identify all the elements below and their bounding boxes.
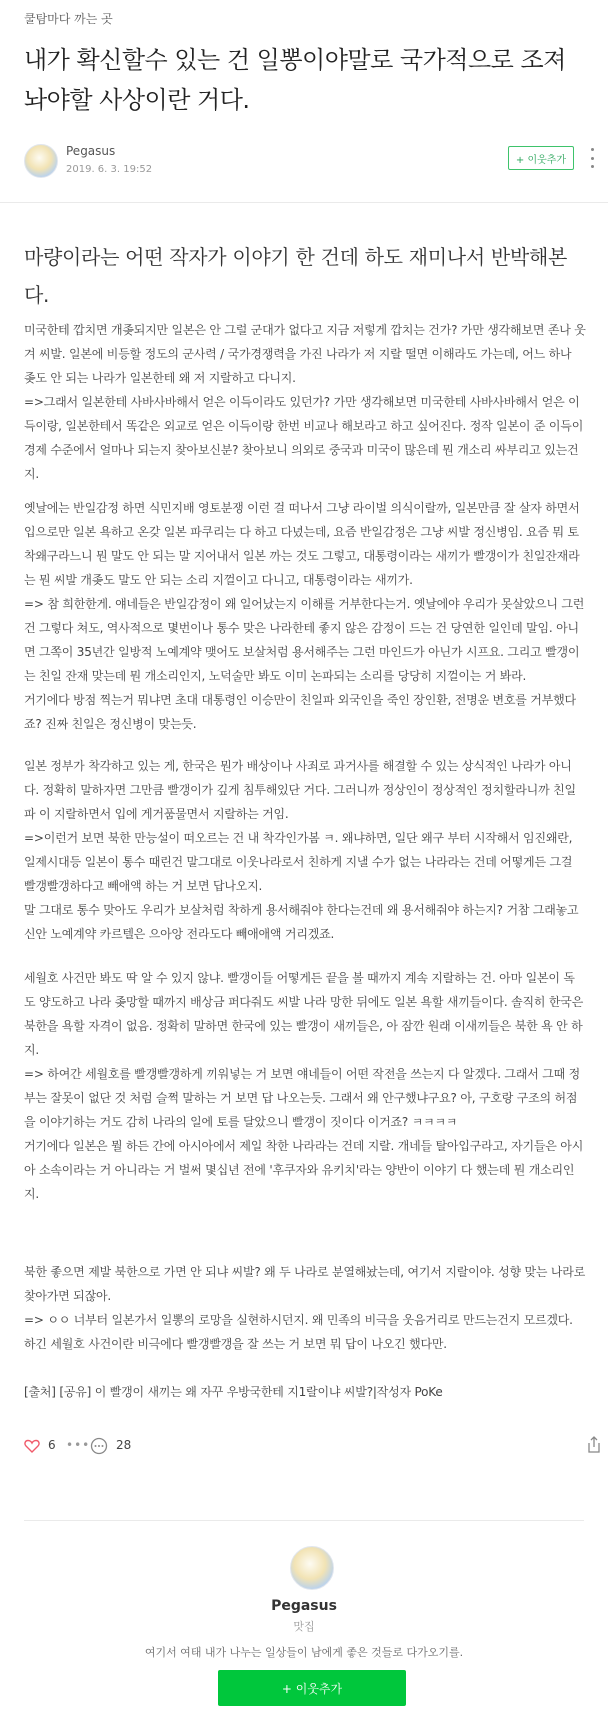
profile-follow-button[interactable]: + 이웃추가	[218, 1670, 406, 1706]
post-paragraph-2: 옛날에는 반일감정 하면 식민지배 영토분쟁 이런 걸 떠나서 그냥 라이벌 의식이랄까, 일본만큼 잘 살자 하면서 입으로만 일본 욕하고 온갖 일본 파쿠리는 다 하고 다녔는데, 요즘 반일감정은 그냥 씨발 정신병임. 요즘 뭐 토착왜구라느니 뭔 말도 안 되는 말 지어내서 일본 까는 것도 그렇고, 대통령이라는 새끼가 빨갱이가 친일잔재라는 뭔 씨발 개좆도 말도 안 되는 소리 지껄이고 다니고, 대통령이라는 새끼가. => 참 희한한게. 얘네들은 반일감정이 왜 일어났는지 이해를 거부한다는거. 옛날에야 우리가 못살았으니 그런 건 그렇다 쳐도, 역사적으로 몇번이나 통수 맞은 나라한테 좋지 않은 감정이 드는 건 당연한 일인데 말임. 아니면 그쪽이 35년간 일방적 노예계약 맺어도 보살처럼 용서해주는 그런 마인드가 아닌가 시프요. 그리고 빨갱이는 친일 잔재 맞는데 뭔 개소리인지, 노덕술만 봐도 이미 논파되는 소리를 당당히 지껄이는 거 봐라. 거기에다 방점 찍는거 뭐냐면 초대 대통령인 이승만이 친일파 외국인을 죽인 장인환, 전명운 변호를 거부했다죠? 진짜 친일은 정신병이 맞는듯.	[24, 501, 585, 731]
post-footer	[24, 1432, 592, 1462]
profile-name[interactable]: Pegasus	[271, 1598, 337, 1614]
post-paragraph-1: 미국한테 깝치면 개좆되지만 일본은 안 그럴 군대가 없다고 지금 저렇게 깝치는 건가? 가만 생각해보면 존나 웃겨 씨발. 일본에 비등할 정도의 군사력 / 국가경쟁력을 가진 나라가 저 지랄 떨면 이해라도 가는데, 어느 하나 좆도 안 되는 나라가 일본한테 왜 저 지랄하고 다니지. =>그래서 일본한테 사바사바해서 얻은 이득이라도 있던가? 가만 생각해보면 미국한테 사바사바해서 얻은 이득이랑, 일본한테서 똑같은 외교로 얻은 이득이랑 한번 비교나 해보라고 하고 싶어진다. 정작 일본이 준 이득이 경제 수준에서 얼마나 되는지 찾아보신분? 찾아보니 의외로 중국과 미국이 많은데 뭔 개소리 싸부리고 있는건지.	[24, 323, 586, 481]
like-more-icon[interactable]: •••	[66, 1438, 91, 1452]
header-divider	[0, 202, 608, 203]
profile-description: 여기서 여태 내가 나누는 일상들이 남에게 좋은 것들로 다가오기를.	[144, 1646, 464, 1659]
author-row	[24, 140, 592, 184]
comment-count: 28	[116, 1438, 132, 1452]
share-icon[interactable]	[586, 1436, 602, 1454]
post-title: 내가 확신할수 있는 건 일뽕이야말로 국가적으로 조져놔야할 사상이란 거다.	[24, 46, 566, 114]
profile-avatar[interactable]	[290, 1546, 334, 1590]
post-paragraph-5: 북한 좋으면 제발 북한으로 가면 안 되냐 씨발? 왜 두 나라로 분열해놨는데, 여기서 지랄이야. 성향 맞는 나라로 찾아가면 되잖아. => ㅇㅇ 너부터 일본가서 일뽕의 로망을 실현하시던지. 왜 민족의 비극을 웃음거리로 만드는건지 모르겠다. 하긴 세월호 사건이란 비극에다 빨갱빨갱을 잘 쓰는 거 보면 뭐 답이 나오긴 했다만.	[24, 1265, 586, 1351]
post-paragraph-3: 일본 정부가 착각하고 있는 게, 한국은 뭔가 배상이나 사죄로 과거사를 해결할 수 있는 상식적인 나라가 아니다. 정확히 말하자면 그만큼 빨갱이가 깊게 침투해있단 거다. 그러니까 정상인이 정상적인 정치할라니까 친일파 이 지랄하면서 입에 게거품물면서 지랄하는 거임. =>이런거 보면 북한 만능설이 떠오르는 건 내 착각인가봄 ㅋ. 왜냐하면, 일단 왜구 부터 시작해서 임진왜란, 일제시대등 일본이 통수 때린건 말그대로 이웃나라로서 친하게 지낼 수가 없는 나라라는 건데 어떻게든 그걸 빨갱빨갱하다고 빼애액 하는 거 보면 답나오지. 말 그대로 통수 맞아도 우리가 보살처럼 착하게 용서해줘야 한다는건데 왜 용서해줘야 하는지? 거참 그래놓고 신안 노예계약 카르텔은 으아앙 전라도다 빼애애액 거리겠죠.	[24, 759, 579, 941]
post-source[interactable]: [출처] [공유] 이 빨갱이 새끼는 왜 자꾸 우방국한테 지1랄이냐 씨발?|작성자 PoKe	[24, 1385, 443, 1399]
heart-icon[interactable]	[24, 1438, 40, 1454]
post-paragraph-4: 세월호 사건만 봐도 딱 알 수 있지 않냐. 빨갱이들 어떻게든 끝을 볼 때까지 계속 지랄하는 건. 아마 일본이 독도 양도하고 나라 좆망할 때까지 배상금 퍼다줘도 씨발 나라 망한 뒤에도 일본 욕할 새끼들이다. 솔직히 한국은 북한을 욕할 자격이 없음. 정확히 말하면 한국에 있는 빨갱이 새끼들은, 아 잠깐 원래 이새끼들은 북한 욕 안 하지. => 하여간 세월호를 빨갱빨갱하게 끼워넣는 거 보면 얘네들이 어떤 작전을 쓰는지 다 알겠다. 그래서 그때 정부는 잘못이 없단 것 처럼 슬쩍 말하는 거 보면 답 나오는듯. 그래서 왜 안구했냐구요? 아, 구호랑 구조의 허점을 이야기하는 거도 감히 나라의 일에 토를 달았으니 빨갱이 짓이다 이거죠? ㅋㅋㅋㅋ 거기에다 일본은 뭘 하든 간에 아시아에서 제일 착한 나라라는 건데 지랄. 개네들 탈아입구라고, 자기들은 아시아 소속이라는 거 아니라는 거 벌써 몇십년 전에 '후쿠자와 유키치'라는 양반이 이야기 다 했는데 뭔 개소리인지.	[24, 971, 584, 1201]
author-avatar[interactable]	[24, 144, 58, 178]
follow-button[interactable]: + 이웃추가	[508, 146, 574, 170]
post-lead: 마량이라는 어떤 작자가 이야기 한 건데 하도 재미나서 반박해본다.	[24, 245, 567, 307]
like-count: 6	[48, 1438, 56, 1452]
author-name[interactable]: Pegasus	[66, 144, 116, 158]
comment-icon[interactable]	[90, 1437, 108, 1455]
post-date: 2019. 6. 3. 19:52	[66, 164, 153, 175]
post-category[interactable]: 쿨탐마다 까는 곳	[24, 12, 113, 26]
profile-role: 맛집	[293, 1620, 315, 1633]
more-options-icon[interactable]	[588, 148, 596, 168]
